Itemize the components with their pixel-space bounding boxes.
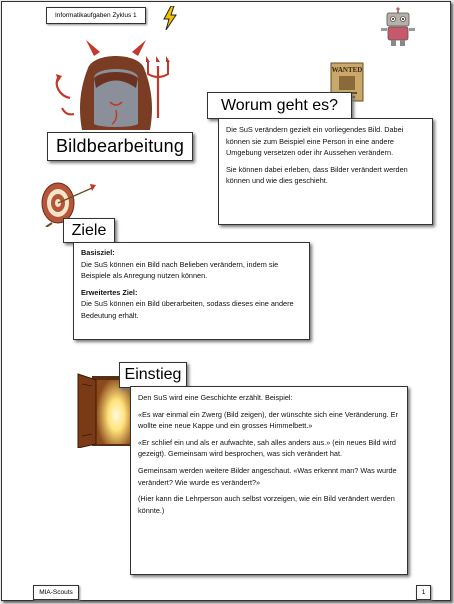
ziele-box <box>73 242 310 340</box>
worum-heading: Worum geht es? <box>207 92 352 119</box>
erweitertes-ziel-label: Erweitertes Ziel: <box>81 287 138 297</box>
basisziel-label: Basisziel: <box>81 248 115 257</box>
header-tag: Informatikaufgaben Zyklus 1 <box>46 7 146 24</box>
lightning-icon <box>162 6 178 30</box>
einstieg-box <box>130 386 408 575</box>
ziele-heading: Ziele <box>63 218 115 243</box>
einstieg-paragraph-2: «Es war einmal ein Zwerg (Bild zeigen), der wünschte sich eine Veränderung. Er wollte eine neue Kappe und ein grosses Himmelbett.» <box>138 409 398 431</box>
robot-icon <box>378 7 418 47</box>
page-number: 1 <box>416 585 431 600</box>
einstieg-paragraph-5: (Hier kann die Lehrperson auch selbst vorzeigen, wie ein Bild verändert werden könnte.) <box>138 494 395 515</box>
devil-girl-image <box>52 38 182 134</box>
page-title: Bildbearbeitung <box>47 132 193 161</box>
footer-label: MIA-Scouts <box>33 585 79 600</box>
einstieg-paragraph-1: Den SuS wird eine Geschichte erzählt. Beispiel: <box>138 393 293 402</box>
einstieg-heading: Einstieg <box>119 362 187 388</box>
worum-paragraph-2: Sie können dabei erleben, dass Bilder verändert werden können und wie dies geschieht. <box>226 164 408 186</box>
worum-box <box>218 118 433 225</box>
worum-paragraph-1: Die SuS verändern gezielt ein vorliegendes Bild. Dabei können sie zum Beispiel eine Person in eine andere Umgebung versetzen oder ihr Aussehen verändern. <box>226 125 404 158</box>
document-page <box>1 1 451 601</box>
wanted-sign-text: WANTED <box>331 66 363 74</box>
basisziel-text: Die SuS können ein Bild nach Belieben verändern, indem sie Beispiele als Anregung nutzen können. <box>81 259 279 281</box>
einstieg-paragraph-4: Gemeinsam werden weitere Bilder angeschaut. «Was erkennt man? Was wurde verändert? Wie wurde es verändert?» <box>138 465 397 487</box>
einstieg-paragraph-3: «Er schlief ein und als er aufwachte, sah alles anders aus.» (ein neues Bild wird gezeigt). Gemeinsam wird besprochen, was sich verändert hat. <box>138 437 396 459</box>
erweitertes-ziel-text: Die SuS können ein Bild überarbeiten, sodass dieses eine andere Bedeutung erhält. <box>81 299 294 320</box>
